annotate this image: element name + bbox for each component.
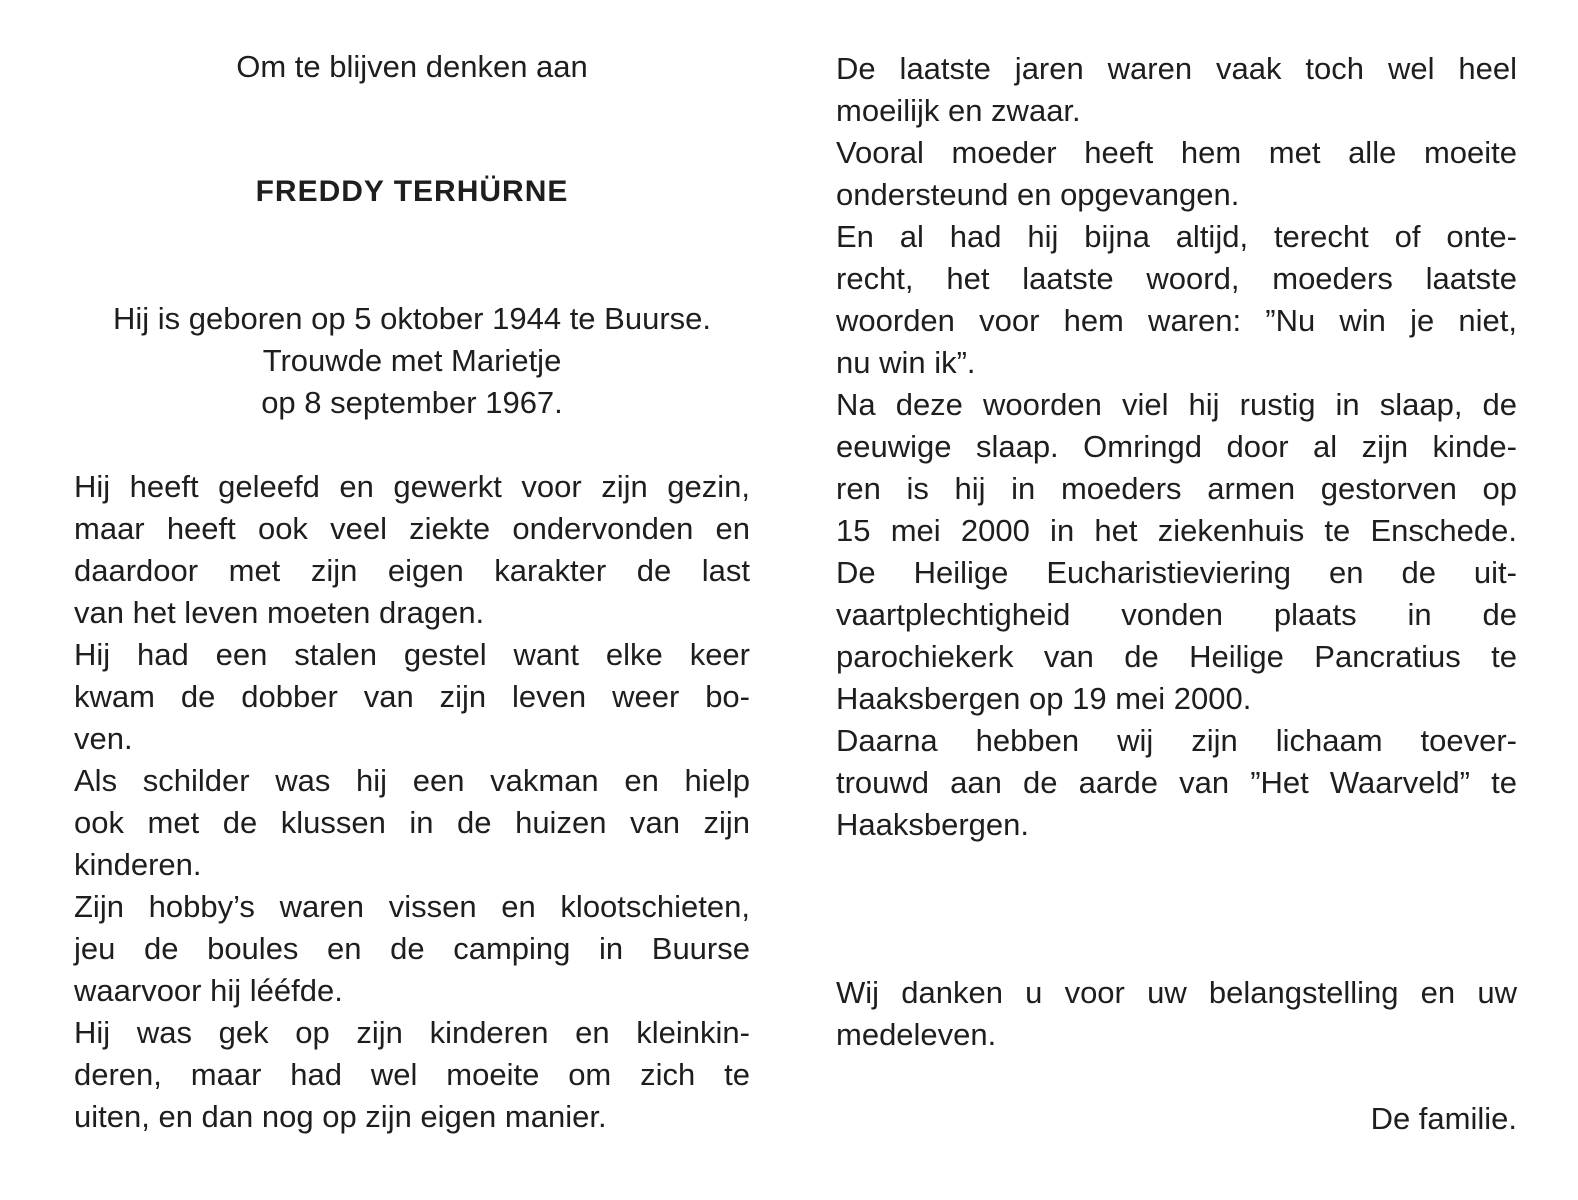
- intro-line: Om te blijven denken aan: [236, 49, 588, 84]
- body-line: Hij heeft geleefd en gewerkt voor zijn gezin,: [74, 469, 750, 504]
- thanks-line: medeleven.: [836, 1017, 997, 1052]
- body-line: uiten, en dan nog op zijn eigen manier.: [74, 1099, 607, 1134]
- deceased-name: FREDDY TERHÜRNE: [255, 175, 569, 208]
- body-line: daardoor met zijn eigen karakter de last: [74, 553, 750, 588]
- body-line: eeuwige slaap. Omringd door al zijn kinde-: [836, 429, 1517, 464]
- body-line: 15 mei 2000 in het ziekenhuis te Enschede.: [836, 513, 1517, 548]
- body-line: Vooral moeder heeft hem met alle moeite: [836, 135, 1517, 170]
- body-line: Zijn hobby’s waren vissen en klootschieten,: [74, 889, 750, 924]
- body-line: Haaksbergen.: [836, 807, 1030, 842]
- body-line: van het leven moeten dragen.: [74, 595, 485, 630]
- body-line: kwam de dobber van zijn leven weer bo-: [74, 679, 750, 714]
- body-line: ven.: [74, 721, 133, 756]
- body-line: Als schilder was hij een vakman en hielp: [74, 763, 750, 798]
- body-line: ook met de klussen in de huizen van zijn: [74, 805, 750, 840]
- body-line: woorden voor hem waren: ”Nu win je niet,: [836, 303, 1517, 338]
- body-line: Hij was gek op zijn kinderen en kleinkin-: [74, 1015, 750, 1050]
- body-line: trouwd aan de aarde van ”Het Waarveld” te: [836, 765, 1517, 800]
- body-line: parochiekerk van de Heilige Pancratius te: [836, 639, 1517, 674]
- body-line: Daarna hebben wij zijn lichaam toever-: [836, 723, 1517, 758]
- body-line: waarvoor hij lééfde.: [74, 973, 343, 1008]
- body-line: De Heilige Eucharistieviering en de uit-: [836, 555, 1517, 590]
- body-line: Hij had een stalen gestel want elke keer: [74, 637, 750, 672]
- thanks-line: Wij danken u voor uw belangstelling en uw: [836, 975, 1517, 1010]
- body-line: ondersteund en opgevangen.: [836, 177, 1240, 212]
- body-line: ren is hij in moeders armen gestorven op: [836, 471, 1517, 506]
- body-line: nu win ik”.: [836, 345, 976, 380]
- body-line: vaartplechtigheid vonden plaats in de: [836, 597, 1517, 632]
- married-line: Trouwde met Marietje: [262, 343, 562, 378]
- body-line: maar heeft ook veel ziekte ondervonden en: [74, 511, 750, 546]
- body-line: De laatste jaren waren vaak toch wel heel: [836, 51, 1517, 86]
- body-line: Na deze woorden viel hij rustig in slaap, de: [836, 387, 1517, 422]
- body-line: deren, maar had wel moeite om zich te: [74, 1057, 750, 1092]
- body-line: Haaksbergen op 19 mei 2000.: [836, 681, 1252, 716]
- signature: De familie.: [1370, 1101, 1517, 1136]
- body-line: recht, het laatste woord, moeders laatste: [836, 261, 1517, 296]
- married-date-line: op 8 september 1967.: [261, 385, 563, 420]
- body-line: kinderen.: [74, 847, 202, 882]
- birth-line: Hij is geboren op 5 oktober 1944 te Buurse.: [113, 301, 711, 336]
- body-line: En al had hij bijna altijd, terecht of onte-: [836, 219, 1517, 254]
- body-line: jeu de boules en de camping in Buurse: [74, 931, 750, 966]
- body-line: moeilijk en zwaar.: [836, 93, 1081, 128]
